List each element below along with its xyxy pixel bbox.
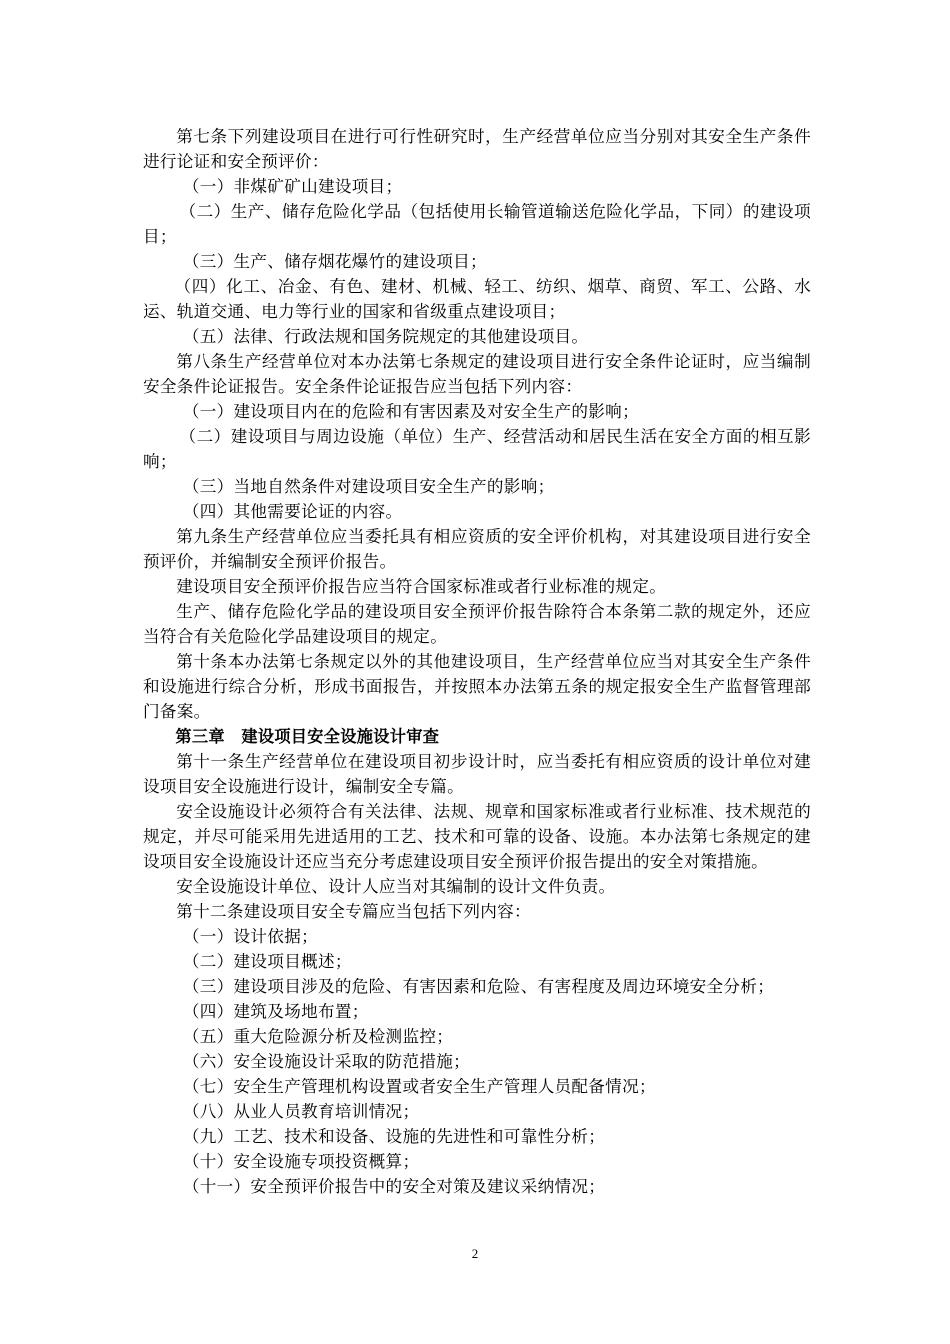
article-7-item-4: （四）化工、冶金、有色、建材、机械、轻工、纺织、烟草、商贸、军工、公路、水运、轨道交通、电力等行业的国家和省级重点建设项目；	[143, 277, 811, 321]
article-7-intro: 第七条下列建设项目在进行可行性研究时，生产经营单位应当分别对其安全生产条件进行论证和安全预评价：	[143, 127, 811, 171]
document-body	[143, 124, 811, 1199]
article-8-item-4: （四）其他需要论证的内容。	[182, 502, 403, 521]
article-11-paragraph-2: 安全设施设计必须符合有关法律、法规、规章和国家标准或者行业标准、技术规范的规定，并尽可能采用先进适用的工艺、技术和可靠的设备、设施。本办法第七条规定的建设项目安全设施设计还应当充分考虑建设项目安全预评价报告提出的安全对策措施。	[143, 802, 811, 871]
article-12-item-10: （十）安全设施专项投资概算；	[182, 1152, 420, 1171]
article-12-item-1: （一）设计依据；	[182, 927, 318, 946]
article-12-item-8: （八）从业人员教育培训情况；	[182, 1102, 420, 1121]
article-7-item-3: （三）生产、储存烟花爆竹的建设项目；	[182, 252, 487, 271]
article-8-intro: 第八条生产经营单位对本办法第七条规定的建设项目进行安全条件论证时，应当编制安全条件论证报告。安全条件论证报告应当包括下列内容：	[143, 352, 811, 396]
article-11-paragraph-1: 第十一条生产经营单位在建设项目初步设计时，应当委托有相应资质的设计单位对建设项目安全设施进行设计，编制安全专篇。	[143, 752, 811, 796]
article-12-item-2: （二）建设项目概述；	[182, 952, 352, 971]
chapter-3-heading: 第三章 建设项目安全设施设计审查	[175, 727, 440, 746]
article-7-item-2: （二）生产、储存危险化学品（包括使用长输管道输送危险化学品，下同）的建设项目；	[143, 202, 811, 246]
article-12-intro: 第十二条建设项目安全专篇应当包括下列内容：	[176, 902, 531, 921]
article-12-item-7: （七）安全生产管理机构设置或者安全生产管理人员配备情况；	[182, 1077, 656, 1096]
article-8-item-1: （一）建设项目内在的危险和有害因素及对安全生产的影响；	[182, 402, 639, 421]
article-8-item-3: （三）当地自然条件对建设项目安全生产的影响；	[182, 477, 555, 496]
article-9-paragraph-1: 第九条生产经营单位应当委托具有相应资质的安全评价机构，对其建设项目进行安全预评价，并编制安全预评价报告。	[143, 527, 811, 571]
article-8-item-2: （二）建设项目与周边设施（单位）生产、经营活动和居民生活在安全方面的相互影响；	[143, 427, 811, 471]
article-11-paragraph-3: 安全设施设计单位、设计人应当对其编制的设计文件负责。	[176, 877, 616, 896]
article-9-paragraph-3: 生产、储存危险化学品的建设项目安全预评价报告除符合本条第二款的规定外，还应当符合有关危险化学品建设项目的规定。	[143, 602, 811, 646]
article-7-item-5: （五）法律、行政法规和国务院规定的其他建设项目。	[182, 327, 589, 346]
article-10: 第十条本办法第七条规定以外的其他建设项目，生产经营单位应当对其安全生产条件和设施进行综合分析，形成书面报告，并按照本办法第五条的规定报安全生产监督管理部门备案。	[143, 652, 811, 721]
article-9-paragraph-2: 建设项目安全预评价报告应当符合国家标准或者行业标准的规定。	[176, 577, 667, 596]
article-12-item-11: （十一）安全预评价报告中的安全对策及建议采纳情况；	[182, 1177, 606, 1196]
article-12-item-5: （五）重大危险源分析及检测监控；	[182, 1027, 454, 1046]
article-12-item-4: （四）建筑及场地布置；	[182, 1002, 369, 1021]
article-12-item-3: （三）建设项目涉及的危险、有害因素和危险、有害程度及周边环境安全分析；	[182, 977, 775, 996]
page-number: 2	[471, 1246, 479, 1261]
article-12-item-6: （六）安全设施设计采取的防范措施；	[182, 1052, 471, 1071]
article-7-item-1: （一）非煤矿矿山建设项目；	[182, 177, 403, 196]
article-12-item-9: （九）工艺、技术和设备、设施的先进性和可靠性分析；	[182, 1127, 606, 1146]
